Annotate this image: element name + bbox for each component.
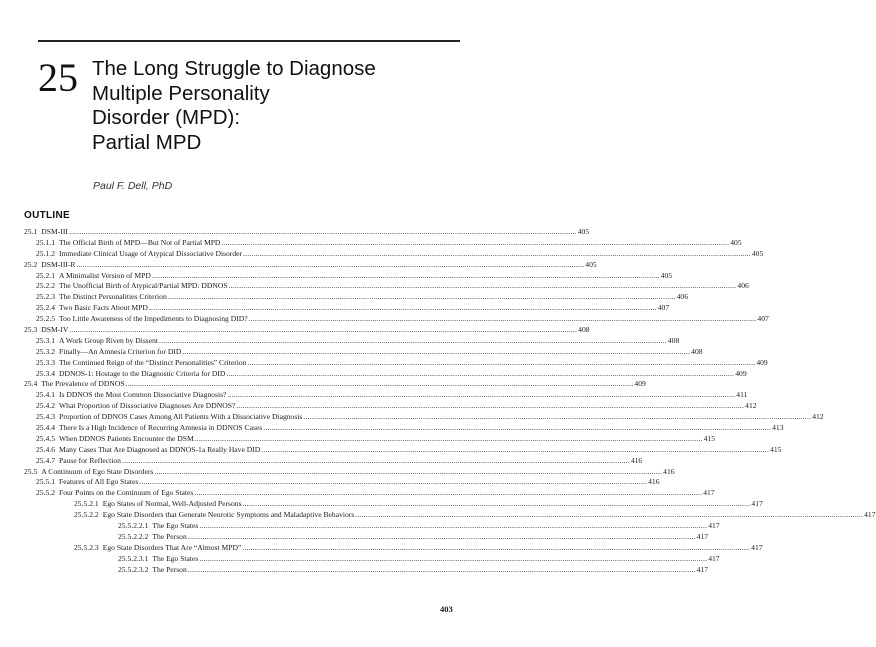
outline-entry-number: 25.2.5 <box>36 314 55 324</box>
outline-entry-title: What Proportion of Dissociative Diagnoses Are DDNOS? <box>58 401 236 411</box>
outline-entry-page: 405 <box>730 237 742 247</box>
outline-entry-number: 25.4 <box>24 379 38 389</box>
outline-entry-number: 25.2 <box>24 259 38 269</box>
outline-entry-title: Two Basic Facts About MPD <box>58 303 148 313</box>
outline-entry <box>24 346 703 358</box>
outline-entry-page: 417 <box>708 553 720 563</box>
outline-entry-number: 25.5.2.1 <box>74 499 99 509</box>
outline-entry-page: 411 <box>736 390 748 400</box>
outline-entry-number: 25.4.7 <box>36 455 55 465</box>
outline-entry <box>24 466 675 478</box>
outline-entry-title: When DDNOS Patients Encounter the DSM <box>58 433 194 443</box>
outline-entry <box>24 542 763 554</box>
outline-heading: OUTLINE <box>24 210 70 221</box>
outline-entry-number: 25.3.3 <box>36 357 55 367</box>
outline-entry-title: The Unofficial Birth of Atypical/Partial MPD: DDNOS <box>58 281 228 291</box>
dot-leader <box>355 510 863 521</box>
outline-entry-number: 25.1.1 <box>36 237 55 247</box>
outline-entry-number: 25.5.2.2 <box>74 510 99 520</box>
top-rule <box>38 40 460 42</box>
outline-entry-title: Immediate Clinical Usage of Atypical Dissociative Disorder <box>58 248 243 258</box>
dot-leader <box>195 434 703 445</box>
outline-entry <box>24 357 768 369</box>
outline-entry-page: 417 <box>708 521 720 531</box>
outline-entry-number: 25.5.1 <box>36 477 55 487</box>
outline-entry-page: 409 <box>735 368 747 378</box>
outline-entry-page: 417 <box>696 564 708 574</box>
outline-entry-title: Features of All Ego States <box>58 477 139 487</box>
outline-entry <box>24 270 673 282</box>
dot-leader <box>182 347 690 358</box>
outline-entry-title: Many Cases That Are Diagnosed as DDNOS-1a Really Have DID <box>58 444 261 454</box>
outline-entry-number: 25.2.4 <box>36 303 55 313</box>
outline-entry-title: The Continued Reign of the “Distinct Personalities” Criterion <box>58 357 247 367</box>
dot-leader <box>243 249 751 260</box>
outline-entry-title: There Is a High Incidence of Recurring Amnesia in DDNOS Cases <box>58 423 263 433</box>
dot-leader <box>194 488 702 499</box>
dot-leader <box>261 445 769 456</box>
outline-entry <box>24 553 720 565</box>
outline-entry-number: 25.3.2 <box>36 346 55 356</box>
outline-entry-title: The Ego States <box>152 553 199 563</box>
dot-leader <box>122 456 630 467</box>
outline-entry-page: 405 <box>585 259 597 269</box>
outline-entry-title: DDNOS-1: Hostage to the Diagnostic Criteria for DID <box>58 368 226 378</box>
outline-entry-number: 25.5.2.2.2 <box>118 531 149 541</box>
outline-entry <box>24 531 708 543</box>
chapter-title-line: Partial MPD <box>92 130 202 154</box>
dot-leader <box>229 281 737 292</box>
outline-entry-number: 25.1.2 <box>36 248 55 258</box>
outline-entry-title: Four Points on the Continuum of Ego States <box>58 488 194 498</box>
outline-entry-page: 407 <box>757 314 769 324</box>
outline-entry-title: DSM-III <box>41 227 68 236</box>
outline-entry-number: 25.4.5 <box>36 433 55 443</box>
dot-leader <box>263 423 771 434</box>
outline-entry-number: 25.2.2 <box>36 281 55 291</box>
outline-entry-title: The Distinct Personalities Criterion <box>58 292 167 302</box>
dot-leader <box>236 401 744 412</box>
chapter-number: 25 <box>38 55 78 100</box>
outline-entry-title: Pause for Reflection <box>58 455 121 465</box>
dot-leader <box>168 292 676 303</box>
outline-entry-number: 25.3.4 <box>36 368 55 378</box>
outline-entry-number: 25.1 <box>24 227 38 236</box>
chapter-title-line: Disorder (MPD): <box>92 106 241 129</box>
outline-entry <box>24 401 757 412</box>
outline-entry <box>24 510 876 521</box>
page-number: 403 <box>440 604 453 614</box>
outline-entry <box>24 379 646 390</box>
dot-leader <box>188 532 696 543</box>
outline-entry-title: A Work Group Riven by Dissent <box>58 335 159 345</box>
dot-leader <box>249 314 757 325</box>
dot-leader <box>139 477 647 488</box>
outline-entry-title: A Continuum of Ego State Disorders <box>41 466 154 476</box>
outline-entry-page: 412 <box>812 412 824 422</box>
outline-entry-title: Ego State Disorders That Are “Almost MPD” <box>102 542 242 552</box>
outline-entry-number: 25.5 <box>24 466 38 476</box>
dot-leader <box>199 554 707 565</box>
outline-entry-page: 416 <box>663 466 675 476</box>
outline-entry-number: 25.3 <box>24 325 38 335</box>
outline-entry-page: 406 <box>737 281 749 291</box>
outline-entry-number: 25.2.1 <box>36 270 55 280</box>
outline-entry <box>24 564 708 576</box>
outline-entry-page: 408 <box>691 346 703 356</box>
dot-leader <box>149 303 657 314</box>
outline-entry <box>24 259 597 271</box>
outline-entry <box>24 325 590 336</box>
outline-entry <box>24 455 643 467</box>
outline-entry-page: 416 <box>648 477 660 487</box>
outline-entry-title: Finally—An Amnesia Criterion for DID <box>58 346 182 356</box>
outline-entry-title: Is DDNOS the Most Common Dissociative Diagnosis? <box>58 390 227 400</box>
outline-entry-title: The Prevalence of DDNOS <box>41 379 125 389</box>
outline-entry-title: The Person <box>152 531 187 541</box>
outline-entry <box>24 412 824 423</box>
dot-leader <box>226 369 734 380</box>
chapter-title-line: The Long Struggle to Diagnose <box>92 57 376 80</box>
outline-entry-page: 417 <box>703 488 715 498</box>
chapter-title <box>92 57 452 155</box>
outline-entry <box>24 390 748 401</box>
dot-leader <box>76 260 584 271</box>
outline-entry-page: 413 <box>772 423 784 433</box>
outline-entry-page: 417 <box>864 510 876 520</box>
outline-entry <box>24 368 747 380</box>
outline-entry-page: 415 <box>703 433 715 443</box>
outline-entry <box>24 433 715 445</box>
outline-entry-number: 25.5.2.3 <box>74 542 99 552</box>
outline-entry <box>24 314 769 325</box>
dot-leader <box>247 358 755 369</box>
dot-leader <box>227 390 735 401</box>
outline-entry-number: 25.5.2.3.2 <box>118 564 149 574</box>
outline-entry-page: 409 <box>634 379 646 389</box>
outline-entry-title: Too Little Awareness of the Impediments to Diagnosing DID? <box>58 314 248 324</box>
outline-entry <box>24 444 782 456</box>
outline-entry-page: 406 <box>676 292 688 302</box>
outline-entry-title: The Official Birth of MPD—But Not of Partial MPD <box>58 237 221 247</box>
dot-leader <box>69 227 577 238</box>
outline-entry-page: 408 <box>667 335 680 345</box>
outline-entry-title: A Minimalist Version of MPD <box>58 270 151 280</box>
dot-leader <box>154 467 662 478</box>
outline-entry-page: 408 <box>578 325 590 335</box>
outline-entry-page: 409 <box>756 357 768 367</box>
outline-entry-number: 25.3.1 <box>36 335 55 345</box>
outline-entry-number: 25.5.2.2.1 <box>118 521 149 531</box>
outline-entry-number: 25.4.6 <box>36 444 55 454</box>
dot-leader <box>303 412 811 423</box>
outline-entry-page: 415 <box>770 444 782 454</box>
outline-entry-page: 416 <box>630 455 643 465</box>
outline-entry-title: Ego States of Normal, Well-Adjusted Persons <box>102 499 242 509</box>
outline-entry-number: 25.5.2.3.1 <box>118 553 149 563</box>
outline-entry <box>24 227 590 238</box>
outline-entry-page: 407 <box>657 303 670 313</box>
outline-entry <box>24 477 660 488</box>
outline-entry-title: The Ego States <box>152 521 199 531</box>
outline-entry-number: 25.4.1 <box>36 390 55 400</box>
outline-entry-number: 25.4.2 <box>36 401 55 411</box>
outline-entry-page: 405 <box>660 270 673 280</box>
outline-entry <box>24 488 715 499</box>
outline-entry-page: 405 <box>751 248 764 258</box>
outline-entry-page: 412 <box>745 401 757 411</box>
dot-leader <box>159 336 667 347</box>
outline-entry-number: 25.2.3 <box>36 292 55 302</box>
outline-entry-title: The Person <box>152 564 187 574</box>
outline-entry-title: DSM-III-R <box>41 259 76 269</box>
outline-entry <box>24 423 784 434</box>
outline-entry <box>24 499 763 510</box>
outline-entry-page: 417 <box>751 499 763 509</box>
outline-entry <box>24 303 670 314</box>
outline-entry <box>24 292 688 303</box>
outline-entry-title: Ego State Disorders that Generate Neurotic Symptoms and Maladaptive Behaviors <box>102 510 355 520</box>
outline-entry <box>24 521 720 532</box>
outline-entry-number: 25.4.4 <box>36 423 55 433</box>
dot-leader <box>188 565 696 576</box>
outline-entry <box>24 335 680 347</box>
outline-entry-number: 25.5.2 <box>36 488 55 498</box>
dot-leader <box>221 238 729 249</box>
outline-entry-page: 405 <box>577 227 590 236</box>
dot-leader <box>199 521 707 532</box>
dot-leader <box>152 271 660 282</box>
outline-entry <box>24 237 742 249</box>
dot-leader <box>69 325 577 336</box>
dot-leader <box>243 499 751 510</box>
chapter-title-line: Multiple Personality <box>92 81 270 105</box>
author-name: Paul F. Dell, PhD <box>93 180 173 192</box>
outline-entry-title: Proportion of DDNOS Cases Among All Patients With a Dissociative Diagnosis <box>58 412 303 422</box>
outline-entry <box>24 281 749 292</box>
outline-entry-page: 417 <box>751 542 763 552</box>
outline-entry-number: 25.4.3 <box>36 412 55 422</box>
outline-entry-title: DSM-IV <box>41 325 69 335</box>
outline-list <box>24 227 876 576</box>
dot-leader <box>126 379 634 390</box>
outline-entry <box>24 248 764 260</box>
outline-entry-page: 417 <box>696 531 708 541</box>
dot-leader <box>242 543 750 554</box>
